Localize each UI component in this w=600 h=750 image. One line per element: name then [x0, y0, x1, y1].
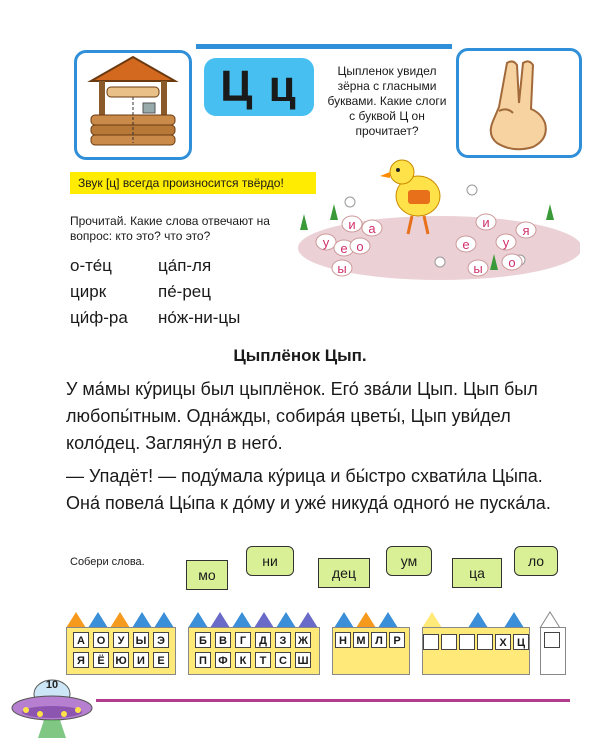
letter-cell: Ф: [215, 652, 231, 668]
word-item: пе́-рец: [158, 282, 211, 301]
svg-text:и: и: [482, 215, 490, 230]
letter-cell: Л: [371, 632, 387, 648]
word-item: о-те́ц: [70, 256, 112, 275]
word-item: ца́п-ля: [158, 256, 212, 275]
svg-text:ы: ы: [473, 261, 483, 276]
hand-icon: [459, 51, 579, 155]
letter-cell: О: [93, 632, 109, 648]
intro-text: Цыпленок увидел зёрна с гласными буквами. Какие слоги с буквой Ц он прочитает?: [327, 64, 447, 138]
story-paragraph: — Упадёт! — поду́мала ку́рица и бы́стро схвати́ла Цы́па. Она́ повела́ Цы́па к до́му и уже́ никуда́ одного́ не пуска́ла.: [66, 466, 551, 513]
build-words-prompt: Собери слова.: [70, 556, 145, 568]
letter-cell: Э: [153, 632, 169, 648]
svg-text:ы: ы: [337, 261, 347, 276]
letter-cell: В: [215, 632, 231, 648]
bottom-divider: [96, 699, 570, 702]
word-piece[interactable]: дец: [318, 558, 370, 588]
letter-cell: Б: [195, 632, 211, 648]
chick-illustration: [290, 150, 580, 286]
letter-cell: А: [73, 632, 89, 648]
header-bar: [196, 44, 452, 49]
sonorant-house: [332, 627, 410, 675]
reading-task-prompt: Прочитай. Какие слова отвечают на вопрос: кто это? что это?: [70, 214, 270, 243]
letter-cell: Ц: [513, 634, 529, 650]
word-item: ци́ф-ра: [70, 308, 128, 327]
letter-card: Ц ц: [204, 58, 314, 116]
page-number: 10: [45, 679, 59, 691]
letter-cell: Т: [255, 652, 271, 668]
word-piece[interactable]: мо: [186, 560, 228, 590]
letter-cell: К: [235, 652, 251, 668]
letter-cell: [459, 634, 475, 650]
letter-cell: Ш: [295, 652, 311, 668]
pronunciation-note: Звук [ц] всегда произносится твёрдо!: [70, 172, 316, 194]
well-picture-frame: [74, 50, 192, 160]
letter-cell: Р: [389, 632, 405, 648]
letter-cell: З: [275, 632, 291, 648]
house-roofs: [66, 604, 566, 628]
word-piece[interactable]: ца: [452, 558, 502, 588]
svg-text:я: я: [522, 223, 530, 238]
letter-cell: [544, 632, 560, 648]
word-piece[interactable]: ни: [246, 546, 294, 576]
ufo-icon: [8, 674, 104, 746]
letter-cell: Ж: [295, 632, 311, 648]
letter-cell: Я: [73, 652, 89, 668]
svg-text:е: е: [462, 237, 470, 252]
well-icon: [77, 53, 189, 157]
story-title: Цыплёнок Цып.: [233, 346, 367, 365]
svg-text:и: и: [348, 217, 356, 232]
svg-text:а: а: [368, 221, 376, 236]
svg-text:е: е: [340, 241, 348, 256]
letter-cell: Д: [255, 632, 271, 648]
letter-cell: [477, 634, 493, 650]
svg-text:о: о: [508, 255, 516, 270]
letter-cell: Н: [335, 632, 351, 648]
letter-cell: Ё: [93, 652, 109, 668]
hand-gesture-frame: [456, 48, 582, 158]
letter-cell: И: [133, 652, 149, 668]
consonant-house: [188, 627, 320, 675]
story-text: [66, 376, 556, 517]
word-item: цирк: [70, 282, 107, 301]
svg-text:у: у: [502, 235, 510, 250]
svg-text:о: о: [356, 239, 364, 254]
letter-cell: [423, 634, 439, 650]
word-item: но́ж-ни-цы: [158, 308, 241, 327]
story-paragraph: У ма́мы ку́рицы был цыплёнок. Его́ зва́ли Цып. Цып был любопы́тным. Одна́жды, собира́я цветы́, Цып уви́дел коло́дец. Загляну́л в него́.: [66, 379, 538, 453]
letter-cell: [441, 634, 457, 650]
svg-text:у: у: [322, 235, 330, 250]
letter-cell: Г: [235, 632, 251, 648]
letter-cell: Е: [153, 652, 169, 668]
letter-cell: У: [113, 632, 129, 648]
hard-consonant-house: [422, 627, 530, 675]
letter-cell: Ю: [113, 652, 129, 668]
letter-cell: М: [353, 632, 369, 648]
letter-cell: Х: [495, 634, 511, 650]
letter-cell: П: [195, 652, 211, 668]
letter-cell: Ы: [133, 632, 149, 648]
letter-cell: С: [275, 652, 291, 668]
soft-sign-house: [540, 627, 566, 675]
vowel-house: [66, 627, 176, 675]
word-piece[interactable]: ум: [386, 546, 432, 576]
word-piece[interactable]: ло: [514, 546, 558, 576]
